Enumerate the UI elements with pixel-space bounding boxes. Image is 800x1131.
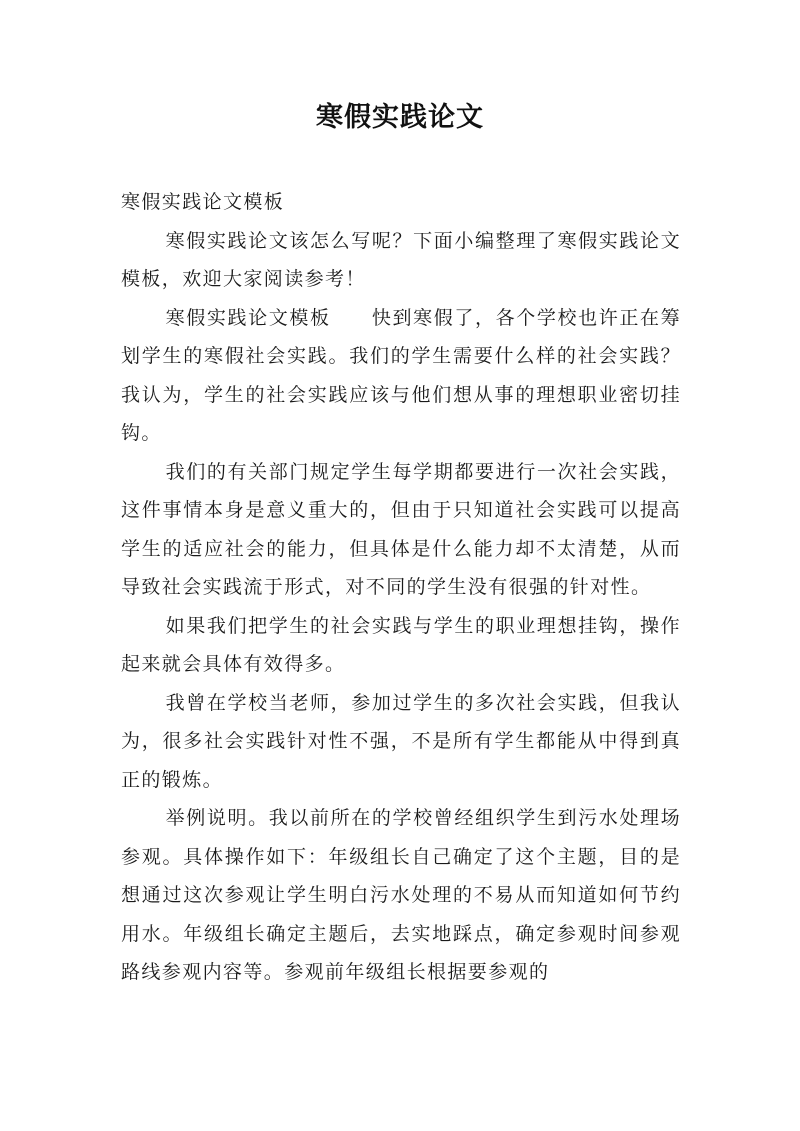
- document-body: [121, 183, 681, 992]
- paragraph: 我们的有关部门规定学生每学期都要进行一次社会实践，这件事情本身是意义重大的，但由于只知道社会实践可以提高学生的适应社会的能力，但具体是什么能力却不太清楚，从而导致社会实践流于形式，对不同的学生没有很强的针对性。: [121, 460, 681, 598]
- paragraph: 如果我们把学生的社会实践与学生的职业理想挂钩，操作起来就会具体有效得多。: [121, 614, 681, 675]
- paragraph-intro: 寒假实践论文该怎么写呢？下面小编整理了寒假实践论文模板，欢迎大家阅读参考！: [121, 229, 681, 290]
- document-title: 寒假实践论文: [316, 102, 484, 133]
- document-subtitle: 寒假实践论文模板: [121, 191, 285, 213]
- paragraph: 我曾在学校当老师，参加过学生的多次社会实践，但我认为，很多社会实践针对性不强，不是所有学生都能从中得到真正的锻炼。: [121, 691, 681, 791]
- paragraph: 举例说明。我以前所在的学校曾经组织学生到污水处理场参观。具体操作如下：年级组长自己确定了这个主题，目的是想通过这次参观让学生明白污水处理的不易从而知道如何节约用水。年级组长确定主题后，去实地踩点，确定参观时间参观路线参观内容等。参观前年级组长根据要参观的: [121, 807, 681, 983]
- paragraph: 寒假实践论文模板 快到寒假了，各个学校也许正在筹划学生的寒假社会实践。我们的学生需要什么样的社会实践？我认为，学生的社会实践应该与他们想从事的理想职业密切挂钩。: [121, 306, 681, 444]
